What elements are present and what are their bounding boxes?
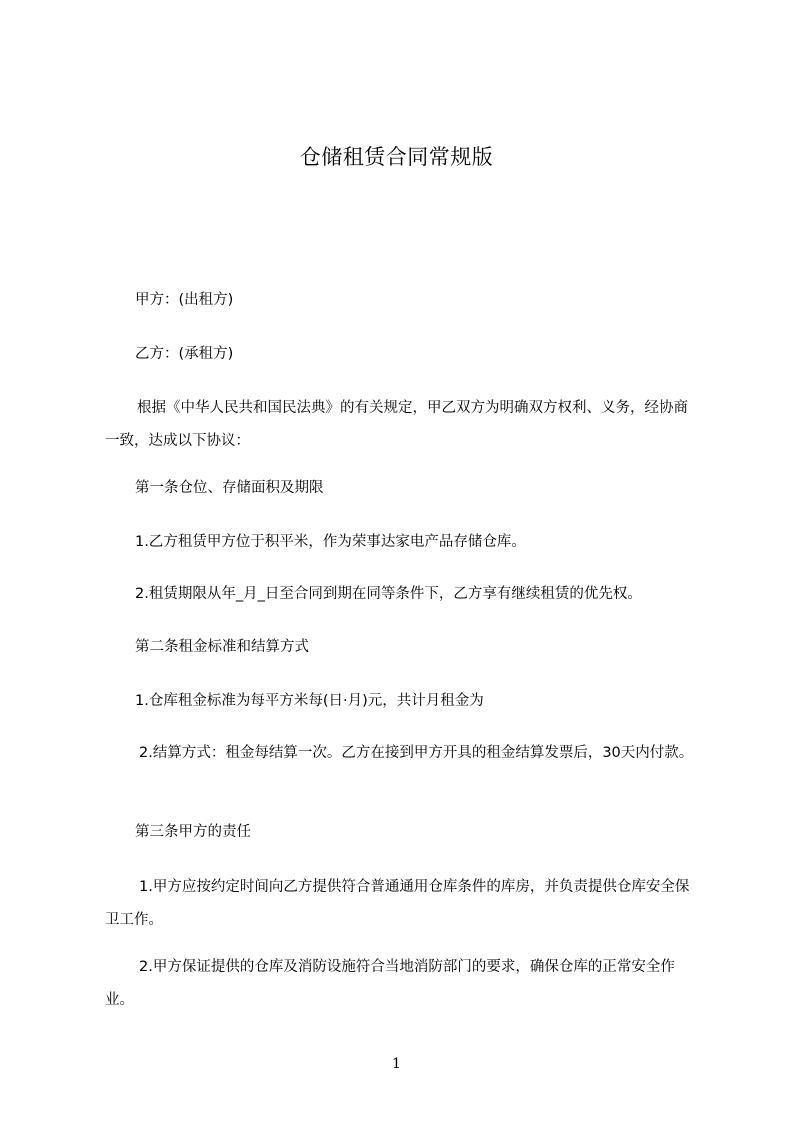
article-3-clause-1: 1.甲方应按约定时间向乙方提供符合普通通用仓库条件的库房，并负责提供仓库安全保卫工作。	[105, 879, 690, 928]
article-1-clause-1: 1.乙方租赁甲方位于积平米，作为荣事达家电产品存储仓库。	[135, 534, 526, 550]
preamble-paragraph: 根据《中华人民共和国民法典》的有关规定，甲乙双方为明确双方权利、义务，经协商一致，达成以下协议：	[105, 400, 688, 449]
document-title: 仓储租赁合同常规版	[299, 145, 494, 169]
article-2-clause-2: 2.结算方式：租金每结算一次。乙方在接到甲方开具的租金结算发票后，30天内付款。	[139, 745, 694, 761]
article-1-heading: 第一条仓位、存储面积及期限	[135, 480, 324, 496]
article-2-heading: 第二条租金标准和结算方式	[135, 639, 309, 655]
page-number: 1	[392, 1056, 401, 1072]
party-b-line: 乙方：(承租方)	[135, 346, 234, 362]
article-3-heading: 第三条甲方的责任	[135, 824, 251, 840]
party-a-line: 甲方：(出租方)	[135, 292, 234, 308]
article-2-clause-1: 1.仓库租金标准为每平方米每(日·月)元，共计月租金为	[135, 693, 484, 709]
article-1-clause-2: 2.租赁期限从年_月_日至合同到期在同等条件下，乙方享有继续租赁的优先权。	[135, 586, 642, 602]
article-3-clause-2: 2.甲方保证提供的仓库及消防设施符合当地消防部门的要求，确保仓库的正常安全作业。	[105, 959, 675, 1008]
